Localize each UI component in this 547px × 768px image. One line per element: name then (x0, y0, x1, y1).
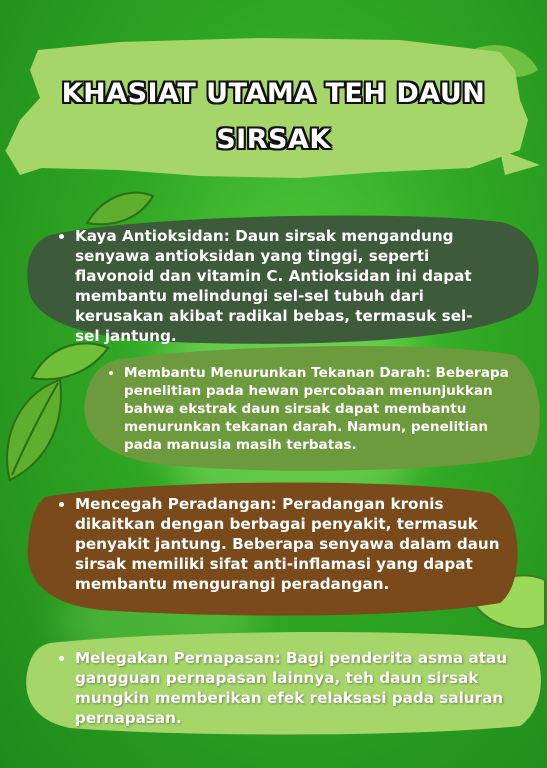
list-item: • Kaya Antioksidan: Daun sirsak mengandung senyawa antioksidan yang tinggi, seperti flavonoid dan vitamin C. Antioksidan ini dapat membantu melindungi sel-sel tubuh dari kerusakan akibat radikal bebas, termasuk sel-sel jantung. (75, 226, 497, 346)
list-item-text: Melegakan Pernapasan: Bagi penderita asma atau gangguan pernapasan lainnya, teh daun sirsak mungkin memberikan efek relaksasi pada saluran pernapasan. (75, 649, 508, 728)
list-item (75, 648, 537, 728)
benefit-item-blood-pressure (106, 365, 521, 455)
benefit-item-inflammation (57, 494, 507, 594)
page-title-line-2: SIRSAK (216, 124, 331, 155)
list-item: • Membantu Menurunkan Tekanan Darah: Beberapa penelitian pada hewan percobaan menunjukkan bahwa ekstrak daun sirsak dapat membantu menurunkan tekanan darah. Namun, penelitian pada manusia masih terbatas. (124, 365, 521, 455)
leaf-decoration-left (0, 375, 70, 485)
page-title-line-1: KHASIAT UTAMA TEH DAUN (61, 78, 486, 109)
list-item: • Mencegah Peradangan: Peradangan kronis dikaitkan dengan berbagai penyakit, termasuk penyakit jantung. Beberapa senyawa dalam daun sirsak memiliki sifat anti-inflamasi yang dapat membantu mengurangi peradangan. (75, 494, 507, 594)
benefit-item-antioxidant (57, 226, 497, 346)
benefit-item-respiration (57, 648, 537, 728)
